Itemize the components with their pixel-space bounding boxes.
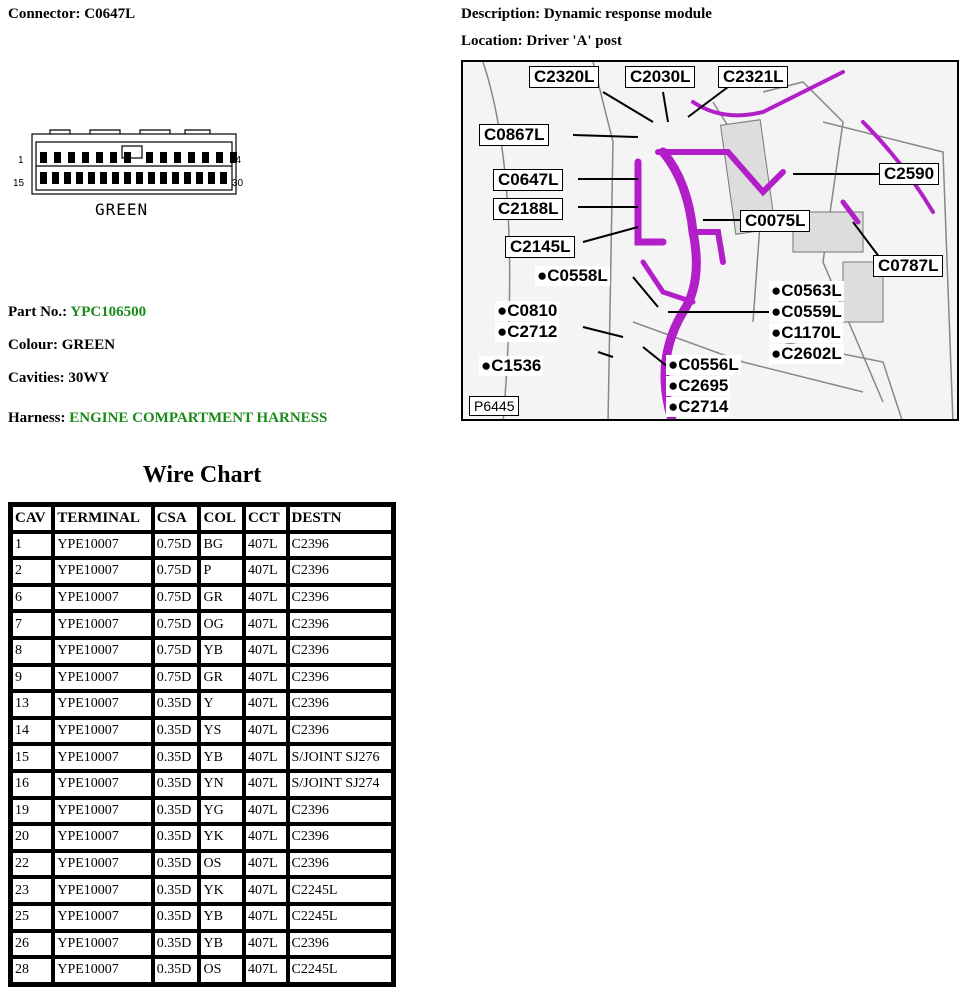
callout-c0556l[interactable]: ●C0556L — [668, 355, 739, 374]
cell-col: GR — [199, 665, 243, 692]
cell-col: YN — [199, 771, 243, 798]
cell-cav: 8 — [11, 638, 53, 665]
cell-cav: 16 — [11, 771, 53, 798]
cell-cct: 407L — [244, 611, 288, 638]
wire-chart-title: Wire Chart — [142, 462, 262, 488]
column-header-terminal: TERMINAL — [53, 505, 152, 532]
cell-cct: 407L — [244, 824, 288, 851]
description-label-key: Description: — [461, 6, 541, 22]
cell-cav: 1 — [11, 532, 53, 559]
connector-pin-icon — [96, 152, 103, 163]
pin-label-30: 30 — [232, 178, 244, 189]
part-no-link[interactable]: YPC106500 — [70, 304, 147, 320]
connector-pin-icon — [100, 172, 107, 184]
cell-cav: 26 — [11, 931, 53, 958]
connector-pin-icon — [160, 172, 167, 184]
connector-pin-icon — [124, 172, 131, 184]
harness-label — [8, 410, 327, 427]
callout-c2188l[interactable]: C2188L — [493, 198, 563, 220]
cell-terminal: YPE10007 — [53, 558, 152, 585]
cell-col: OG — [199, 611, 243, 638]
cell-cct: 407L — [244, 744, 288, 771]
table-row — [11, 798, 393, 825]
table-row — [11, 957, 393, 984]
table-row — [11, 718, 393, 745]
figure-reference: P6445 — [469, 396, 519, 416]
callout-c2145l[interactable]: C2145L — [505, 236, 575, 258]
cell-cct: 407L — [244, 957, 288, 984]
callout-c1536[interactable]: ●C1536 — [481, 356, 542, 375]
cell-destn: C2396 — [288, 665, 394, 692]
cell-destn: C2396 — [288, 931, 394, 958]
harness-key: Harness: — [8, 410, 66, 426]
callout-c2714[interactable]: ●C2714 — [668, 397, 729, 416]
cell-destn: C2396 — [288, 638, 394, 665]
connector-face-icon — [10, 128, 250, 198]
cell-csa: 0.75D — [153, 532, 200, 559]
cell-col: P — [199, 558, 243, 585]
cell-cct: 407L — [244, 877, 288, 904]
connector-label-key: Connector: — [8, 6, 81, 22]
callout-c0647l[interactable]: C0647L — [493, 169, 563, 191]
cell-terminal: YPE10007 — [53, 931, 152, 958]
pin-label-1: 1 — [18, 155, 24, 166]
cell-csa: 0.35D — [153, 718, 200, 745]
callout-c2321l[interactable]: C2321L — [718, 66, 788, 88]
cell-col: OS — [199, 851, 243, 878]
connector-pin-icon — [208, 172, 215, 184]
cell-cct: 407L — [244, 638, 288, 665]
cell-terminal: YPE10007 — [53, 851, 152, 878]
column-header-col: COL — [199, 505, 243, 532]
cell-destn: C2245L — [288, 957, 394, 984]
connector-pin-icon — [188, 152, 195, 163]
column-header-destn: DESTN — [288, 505, 394, 532]
cell-cav: 15 — [11, 744, 53, 771]
cavities-value: 30WY — [68, 370, 110, 386]
callout-c2712[interactable]: ●C2712 — [497, 322, 558, 341]
cell-col: YS — [199, 718, 243, 745]
cavities-key: Cavities: — [8, 370, 65, 386]
cell-csa: 0.35D — [153, 771, 200, 798]
connector-pin-icon — [148, 172, 155, 184]
cell-terminal: YPE10007 — [53, 532, 152, 559]
cell-csa: 0.35D — [153, 691, 200, 718]
part-no-key: Part No.: — [8, 304, 68, 320]
cell-col: YB — [199, 744, 243, 771]
connector-pin-icon — [54, 152, 61, 163]
cell-destn: C2396 — [288, 718, 394, 745]
location-label-key: Location: — [461, 33, 523, 49]
wire-chart-body — [11, 532, 393, 984]
cell-destn: S/JOINT SJ274 — [288, 771, 394, 798]
table-row — [11, 532, 393, 559]
cell-cav: 20 — [11, 824, 53, 851]
cell-cav: 23 — [11, 877, 53, 904]
cell-cct: 407L — [244, 904, 288, 931]
table-row — [11, 771, 393, 798]
cell-destn: C2245L — [288, 904, 394, 931]
cell-cct: 407L — [244, 585, 288, 612]
part-no-label — [8, 304, 146, 321]
table-row — [11, 904, 393, 931]
cell-csa: 0.75D — [153, 638, 200, 665]
callout-c2030l[interactable]: C2030L — [625, 66, 695, 88]
callout-c0810[interactable]: ●C0810 — [497, 301, 558, 320]
cell-cav: 25 — [11, 904, 53, 931]
connector-pin-icon — [174, 152, 181, 163]
connector-pin-icon — [52, 172, 59, 184]
description-label — [461, 6, 712, 23]
callout-c2320l[interactable]: C2320L — [529, 66, 599, 88]
cell-destn: S/JOINT SJ276 — [288, 744, 394, 771]
callout-c0867l[interactable]: C0867L — [479, 124, 549, 146]
callout-c1170l[interactable]: ●C1170L — [771, 323, 841, 342]
cell-terminal: YPE10007 — [53, 798, 152, 825]
cell-cav: 28 — [11, 957, 53, 984]
table-row — [11, 931, 393, 958]
cell-terminal: YPE10007 — [53, 744, 152, 771]
cell-col: BG — [199, 532, 243, 559]
table-row — [11, 611, 393, 638]
cell-terminal: YPE10007 — [53, 665, 152, 692]
cell-terminal: YPE10007 — [53, 585, 152, 612]
table-row — [11, 558, 393, 585]
connector-id: C0647L — [84, 6, 136, 22]
cell-cav: 9 — [11, 665, 53, 692]
colour-value: GREEN — [61, 337, 116, 353]
cell-csa: 0.35D — [153, 798, 200, 825]
cell-col: Y — [199, 691, 243, 718]
cell-destn: C2396 — [288, 691, 394, 718]
cell-destn: C2396 — [288, 851, 394, 878]
cavities-label — [8, 370, 109, 387]
colour-label — [8, 337, 115, 354]
connector-pin-icon — [146, 152, 153, 163]
cell-col: YK — [199, 877, 243, 904]
cell-col: YB — [199, 904, 243, 931]
connector-pin-icon — [110, 152, 117, 163]
table-row — [11, 665, 393, 692]
table-row — [11, 824, 393, 851]
cell-terminal: YPE10007 — [53, 877, 152, 904]
harness-link[interactable]: ENGINE COMPARTMENT HARNESS — [69, 410, 328, 426]
cell-cct: 407L — [244, 691, 288, 718]
cell-destn: C2396 — [288, 585, 394, 612]
cell-destn: C2396 — [288, 798, 394, 825]
cell-csa: 0.75D — [153, 665, 200, 692]
connector-pin-icon — [216, 152, 223, 163]
callout-c0787l[interactable]: C0787L — [873, 255, 943, 277]
callout-c2695[interactable]: ●C2695 — [668, 376, 729, 395]
cell-col: YB — [199, 638, 243, 665]
cell-cav: 22 — [11, 851, 53, 878]
table-row — [11, 691, 393, 718]
cell-csa: 0.35D — [153, 904, 200, 931]
table-row — [11, 744, 393, 771]
connector-pin-icon — [64, 172, 71, 184]
table-row — [11, 851, 393, 878]
pin-label-14: 14 — [230, 155, 242, 166]
column-header-csa: CSA — [153, 505, 200, 532]
cell-terminal: YPE10007 — [53, 718, 152, 745]
cell-terminal: YPE10007 — [53, 771, 152, 798]
cell-terminal: YPE10007 — [53, 638, 152, 665]
cell-col: OS — [199, 957, 243, 984]
cell-cav: 6 — [11, 585, 53, 612]
cell-col: YG — [199, 798, 243, 825]
callout-c0563l[interactable]: ●C0563L — [771, 281, 842, 300]
pin-label-15: 15 — [13, 178, 25, 189]
connector-pin-icon — [124, 152, 131, 163]
callout-c2602l[interactable]: ●C2602L — [771, 344, 842, 363]
cell-destn: C2396 — [288, 824, 394, 851]
colour-key: Colour: — [8, 337, 58, 353]
cell-cct: 407L — [244, 718, 288, 745]
wire-chart-table — [8, 502, 396, 987]
connector-pin-icon — [220, 172, 227, 184]
cell-cav: 7 — [11, 611, 53, 638]
wire-chart-header-row — [11, 505, 393, 532]
connector-pin-icon — [76, 172, 83, 184]
cell-csa: 0.75D — [153, 585, 200, 612]
cell-terminal: YPE10007 — [53, 611, 152, 638]
cell-cav: 2 — [11, 558, 53, 585]
table-row — [11, 585, 393, 612]
cell-terminal: YPE10007 — [53, 904, 152, 931]
cell-destn: C2396 — [288, 532, 394, 559]
cell-csa: 0.75D — [153, 558, 200, 585]
table-row — [11, 638, 393, 665]
connector-color-label: GREEN — [95, 200, 149, 219]
cell-col: YK — [199, 824, 243, 851]
cell-cav: 19 — [11, 798, 53, 825]
cell-cct: 407L — [244, 931, 288, 958]
cell-cct: 407L — [244, 558, 288, 585]
callout-c2590[interactable]: C2590 — [879, 163, 939, 185]
callout-c0559l[interactable]: ●C0559L — [771, 302, 842, 321]
column-header-cav: CAV — [11, 505, 53, 532]
connector-pin-icon — [196, 172, 203, 184]
connector-pin-icon — [202, 152, 209, 163]
connector-pin-icon — [68, 152, 75, 163]
cell-cct: 407L — [244, 851, 288, 878]
cell-csa: 0.35D — [153, 877, 200, 904]
cell-csa: 0.75D — [153, 611, 200, 638]
location-figure — [461, 60, 959, 421]
cell-cct: 407L — [244, 798, 288, 825]
cell-cct: 407L — [244, 532, 288, 559]
cell-csa: 0.35D — [153, 957, 200, 984]
connector-pin-icon — [82, 152, 89, 163]
cell-destn: C2396 — [288, 611, 394, 638]
column-header-cct: CCT — [244, 505, 288, 532]
connector-pin-icon — [160, 152, 167, 163]
cell-terminal: YPE10007 — [53, 957, 152, 984]
cell-cav: 13 — [11, 691, 53, 718]
cell-csa: 0.35D — [153, 931, 200, 958]
connector-pin-icon — [40, 172, 47, 184]
connector-pin-icon — [172, 172, 179, 184]
connector-pin-icon — [184, 172, 191, 184]
cell-cct: 407L — [244, 771, 288, 798]
connector-label — [8, 6, 135, 23]
cell-csa: 0.35D — [153, 744, 200, 771]
connector-pin-icon — [40, 152, 47, 163]
cell-csa: 0.35D — [153, 851, 200, 878]
description-value: Dynamic response module — [543, 6, 712, 22]
location-value: Driver 'A' post — [526, 33, 622, 49]
location-label — [461, 33, 622, 50]
cell-csa: 0.35D — [153, 824, 200, 851]
cell-terminal: YPE10007 — [53, 824, 152, 851]
cell-destn: C2396 — [288, 558, 394, 585]
callout-c0558l[interactable]: ●C0558L — [537, 266, 608, 285]
connector-pin-icon — [88, 172, 95, 184]
cell-cct: 407L — [244, 665, 288, 692]
connector-pin-icon — [136, 172, 143, 184]
callout-c0075l[interactable]: C0075L — [740, 210, 810, 232]
cell-terminal: YPE10007 — [53, 691, 152, 718]
cell-col: GR — [199, 585, 243, 612]
cell-destn: C2245L — [288, 877, 394, 904]
connector-pin-icon — [112, 172, 119, 184]
cell-cav: 14 — [11, 718, 53, 745]
cell-col: YB — [199, 931, 243, 958]
table-row — [11, 877, 393, 904]
